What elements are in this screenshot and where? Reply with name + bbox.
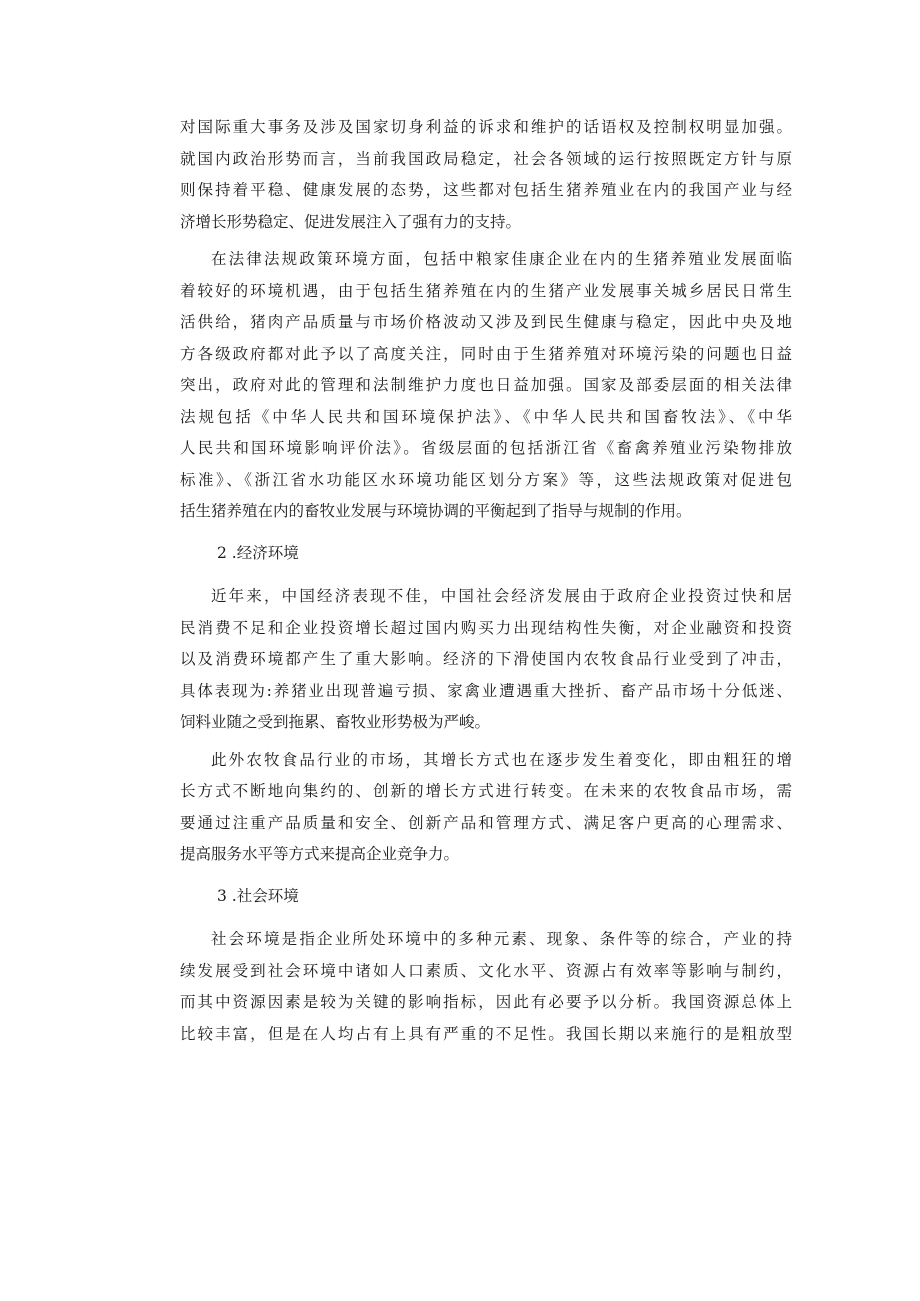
text-line: 近年来，中国经济表现不佳，中国社会经济发展由于政府企业投资过快和居 — [211, 587, 792, 605]
text-line: 民消费不足和企业投资增长超过国内购买力出现结构性失衡，对企业融资和投资 — [180, 618, 792, 637]
text-line: 而其中资源因素是较为关键的影响指标，因此有必要予以分析。我国资源总体上 — [180, 993, 792, 1011]
document-page — [180, 112, 792, 1050]
text-line: 就国内政治形势而言，当前我国政局稳定，社会各领域的运行按照既定方针与原 — [180, 149, 792, 168]
text-line: 饲料业随之受到拖累、畜牧业形势极为严峻。 — [180, 713, 491, 731]
text-line: 要通过注重产品质量和安全、创新产品和管理方式、满足客户更高的心理需求、 — [180, 813, 792, 832]
text-line: 法规包括《中华人民共和国环境保护法》、《中华人民共和国畜牧法》、《中华 — [180, 407, 792, 426]
text-line: 以及消费环境都产生了重大影响。经济的下滑使国内农牧食品行业受到了冲击， — [180, 650, 792, 668]
text-line: 提高服务水平等方式来提高企业竞争力。 — [180, 845, 460, 863]
text-line: 则保持着平稳、健康发展的态势，这些都对包括生猪养殖业在内的我国产业与经 — [180, 181, 792, 199]
text-line: 济增长形势稳定、促进发展注入了强有力的支持。 — [180, 212, 522, 231]
text-line: 标准》、《浙江省水功能区水环境功能区划分方案》等，这些法规政策对促进包 — [180, 470, 792, 489]
section-heading-economic: 2 .经济环境 — [217, 543, 299, 562]
text-line: 社会环境是指企业所处环境中的多种元素、现象、条件等的综合，产业的持 — [211, 930, 792, 948]
text-line: 对国际重大事务及涉及国家切身利益的诉求和维护的话语权及控制权明显加强。 — [180, 118, 792, 136]
text-line: 具体表现为:养猪业出现普遍亏损、家禽业遭遇重大挫折、畜产品市场十分低迷、 — [180, 681, 792, 700]
text-line: 着较好的环境机遇，由于包括生猪养殖在内的生猪产业发展事关城乡居民日常生 — [180, 281, 792, 300]
text-line: 活供给，猪肉产品质量与市场价格波动又涉及到民生健康与稳定，因此中央及地 — [180, 313, 792, 331]
paragraph-market-growth — [180, 745, 792, 871]
section-heading-social: 3 .社会环境 — [217, 886, 299, 905]
text-line: 在法律法规政策环境方面，包括中粮家佳康企业在内的生猪养殖业发展面临 — [211, 250, 792, 268]
paragraph-social — [180, 924, 792, 1050]
paragraph-legal-policy — [180, 244, 792, 528]
paragraph-political-situation — [180, 112, 792, 238]
text-line: 括生猪养殖在内的畜牧业发展与环境协调的平衡起到了指导与规制的作用。 — [180, 502, 692, 520]
paragraph-economic — [180, 581, 792, 739]
text-line: 人民共和国环境影响评价法》。省级层面的包括浙江省《畜禽养殖业污染物排放 — [180, 439, 792, 457]
text-line: 此外农牧食品行业的市场，其增长方式也在逐步发生着变化，即由粗狂的增 — [211, 750, 792, 769]
text-line: 方各级政府都对此予以了高度关注，同时由于生猪养殖对环境污染的问题也日益 — [180, 344, 792, 363]
text-line: 突出，政府对此的管理和法制维护力度也日益加强。国家及部委层面的相关法律 — [180, 376, 792, 394]
text-line: 长方式不断地向集约的、创新的增长方式进行转变。在未来的农牧食品市场，需 — [180, 782, 792, 800]
text-line: 续发展受到社会环境中诸如人口素质、文化水平、资源占有效率等影响与制约， — [180, 961, 792, 980]
text-line: 比较丰富，但是在人均占有上具有严重的不足性。我国长期以来施行的是粗放型 — [180, 1024, 792, 1043]
